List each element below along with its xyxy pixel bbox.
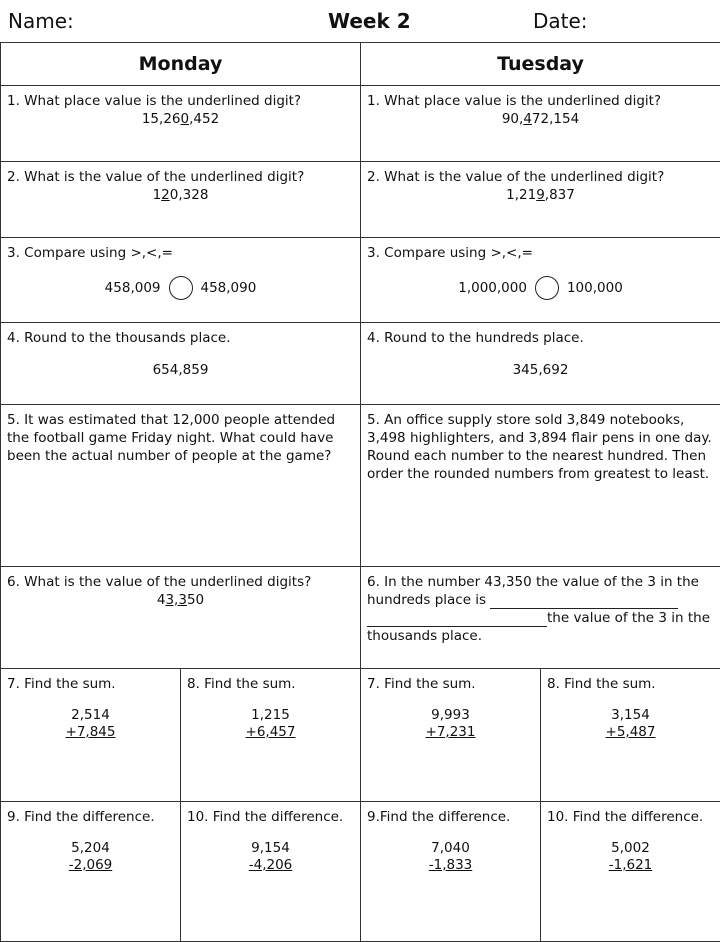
subtraction-problem: 5,002 -1,621 (547, 840, 714, 874)
question-number: 654,859 (7, 361, 354, 379)
monday-q9[interactable] (1, 802, 181, 942)
question-number: 345,692 (367, 361, 714, 379)
subtraction-problem: 5,204 -2,069 (7, 840, 174, 874)
compare-row (367, 276, 714, 300)
compare-right: 458,090 (201, 279, 257, 297)
monday-q2[interactable] (1, 162, 361, 238)
question-text: 6. What is the value of the underlined digits? (7, 573, 354, 591)
underlined-digit: 0 (181, 111, 190, 127)
compare-left: 458,009 (105, 279, 161, 297)
question-text: 10. Find the difference. (187, 808, 354, 826)
monday-q8[interactable] (181, 669, 361, 802)
compare-circle[interactable] (535, 276, 559, 300)
question-text: 4. Round to the hundreds place. (367, 329, 714, 347)
question-text: 3. Compare using >,<,= (7, 244, 354, 262)
question-text: 2. What is the value of the underlined digit? (367, 168, 714, 186)
compare-right: 100,000 (567, 279, 623, 297)
question-text: 7. Find the sum. (7, 675, 174, 693)
monday-q4[interactable] (1, 323, 361, 405)
question-text: 8. Find the sum. (187, 675, 354, 693)
question-text: 4. Round to the thousands place. (7, 329, 354, 347)
monday-q7[interactable] (1, 669, 181, 802)
answer-blank[interactable] (367, 626, 547, 627)
subtraction-problem: 7,040 -1,833 (367, 840, 534, 874)
underlined-digit: 4 (523, 111, 532, 127)
subtraction-problem: 9,154 -4,206 (187, 840, 354, 874)
tuesday-q10[interactable] (541, 802, 720, 942)
monday-q3[interactable] (1, 238, 361, 323)
question-text: 1. What place value is the underlined digit? (367, 92, 714, 110)
monday-heading: Monday (1, 43, 361, 86)
question-number: 15,260,452 (7, 110, 354, 128)
worksheet-table (0, 42, 720, 942)
tuesday-q3[interactable] (361, 238, 720, 323)
question-text: 5. An office supply store sold 3,849 notebooks, 3,498 highlighters, and 3,894 flair pens in one day. Round each number to the nearest hundred. Then order the rounded numbers from greatest to least. (367, 411, 714, 483)
addition-problem: 3,154 +5,487 (547, 707, 714, 741)
compare-row (7, 276, 354, 300)
tuesday-q8[interactable] (541, 669, 720, 802)
week-title: Week 2 (328, 8, 411, 34)
underlined-digit: 2 (161, 187, 170, 203)
tuesday-q4[interactable] (361, 323, 720, 405)
monday-q1[interactable] (1, 86, 361, 162)
question-number: 43,350 (7, 591, 354, 609)
underlined-digits: 3,3 (165, 592, 186, 608)
answer-blank[interactable] (490, 608, 678, 609)
addition-problem: 1,215 +6,457 (187, 707, 354, 741)
underlined-digit: 9 (536, 187, 545, 203)
question-number: 1,219,837 (367, 186, 714, 204)
monday-q6[interactable] (1, 567, 361, 669)
question-number: 90,472,154 (367, 110, 714, 128)
question-text: 5. It was estimated that 12,000 people attended the football game Friday night. What could have been the actual number of people at the game? (7, 411, 354, 465)
question-text: 2. What is the value of the underlined digit? (7, 168, 354, 186)
monday-q10[interactable] (181, 802, 361, 942)
tuesday-q5[interactable] (361, 405, 720, 567)
addition-problem: 9,993 +7,231 (367, 707, 534, 741)
question-text: 7. Find the sum. (367, 675, 534, 693)
tuesday-q2[interactable] (361, 162, 720, 238)
question-text: 10. Find the difference. (547, 808, 714, 826)
question-text: 9.Find the difference. (367, 808, 534, 826)
date-label: Date: (533, 8, 588, 34)
addition-problem: 2,514 +7,845 (7, 707, 174, 741)
monday-q5[interactable] (1, 405, 361, 567)
compare-circle[interactable] (169, 276, 193, 300)
tuesday-q9[interactable] (361, 802, 541, 942)
compare-left: 1,000,000 (458, 279, 527, 297)
question-number: 120,328 (7, 186, 354, 204)
tuesday-q7[interactable] (361, 669, 541, 802)
question-text: 6. In the number 43,350 the value of the 3 in the hundreds place is the value of the 3 in the thousands place. (367, 573, 714, 645)
question-text: 9. Find the difference. (7, 808, 174, 826)
tuesday-q6[interactable] (361, 567, 720, 669)
question-text: 1. What place value is the underlined digit? (7, 92, 354, 110)
question-text: 8. Find the sum. (547, 675, 714, 693)
name-label: Name: (8, 8, 74, 34)
question-text: 3. Compare using >,<,= (367, 244, 714, 262)
tuesday-heading: Tuesday (361, 43, 720, 86)
tuesday-q1[interactable] (361, 86, 720, 162)
